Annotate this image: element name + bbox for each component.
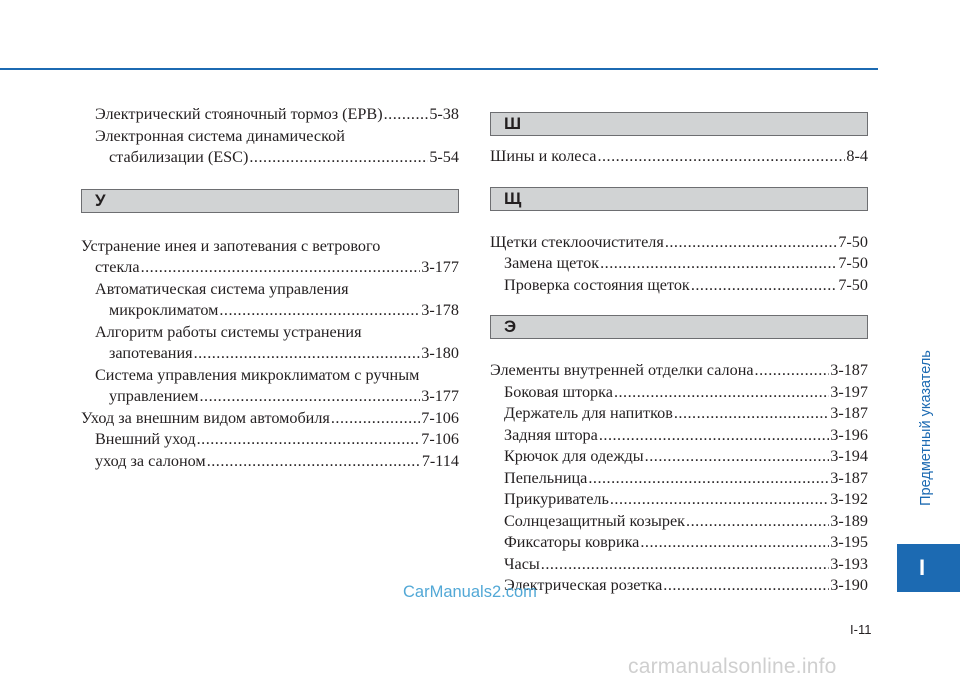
index-entry <box>490 468 868 490</box>
index-entry <box>81 126 459 169</box>
index-entry <box>490 403 868 425</box>
entry-page-number: 7-106 <box>421 430 459 448</box>
entry-text: Система управления микроклиматом с ручным <box>95 365 420 384</box>
dot-leader <box>249 147 428 169</box>
entry-text: Фиксаторы коврика <box>504 533 640 551</box>
entry-text: уход за салоном <box>95 451 206 470</box>
entry-page-number: 3-190 <box>830 576 868 594</box>
entry-text: Щетки стеклоочистителя <box>490 232 664 251</box>
index-entry <box>490 554 868 576</box>
index-entry-line <box>490 489 868 511</box>
entry-text: Алгоритм работы системы устранения <box>95 322 362 341</box>
entry-text: Боковая шторка <box>504 382 613 401</box>
entry-page-number: 3-178 <box>421 301 459 319</box>
dot-leader <box>645 446 830 468</box>
index-entry <box>490 489 868 511</box>
index-entry <box>490 446 868 468</box>
entry-page-number: 3-192 <box>830 490 868 508</box>
index-entry-line <box>81 408 459 430</box>
entry-text: стабилизации (ESC) <box>109 148 249 166</box>
dot-leader <box>600 253 837 275</box>
dot-leader <box>665 232 838 254</box>
entry-text: Крючок для одежды <box>504 447 644 465</box>
index-entry-line <box>490 554 868 576</box>
entry-page-number: 5-38 <box>429 105 459 123</box>
dot-leader <box>610 489 829 511</box>
entry-page-number: 3-187 <box>830 361 868 379</box>
entry-text: Замена щеток <box>504 254 600 272</box>
index-entry-line <box>490 532 868 554</box>
entry-group-u <box>81 236 459 473</box>
index-entry-line <box>490 446 868 468</box>
dot-leader <box>691 275 838 297</box>
entry-text: Электрический стояночный тормоз (EPB) <box>95 105 383 123</box>
index-entry <box>81 429 459 451</box>
index-column-right <box>490 104 868 597</box>
entry-page-number: 7-50 <box>838 232 868 251</box>
index-entry <box>81 365 459 408</box>
index-entry-line <box>490 403 868 425</box>
entry-page-number: 7-106 <box>421 408 459 427</box>
entry-page-number: 3-177 <box>421 387 459 405</box>
entry-text: Электронная система динамической <box>95 126 345 145</box>
entry-page-number: 7-50 <box>838 275 868 294</box>
index-entry <box>490 511 868 533</box>
index-entry-line <box>81 257 459 279</box>
index-entry-line <box>81 126 459 148</box>
section-header-u: У <box>81 189 459 213</box>
section-header-e: Э <box>490 315 868 339</box>
index-entry <box>490 253 868 275</box>
index-entry <box>81 104 459 126</box>
dot-leader <box>199 386 420 408</box>
dot-leader <box>219 300 420 322</box>
entry-text: Автоматическая система управления <box>95 279 349 298</box>
index-entry-line <box>81 236 459 258</box>
entry-text: микроклиматом <box>109 301 219 319</box>
index-entry-line <box>490 425 868 447</box>
index-entry-line <box>490 382 868 404</box>
entry-page-number: 3-195 <box>830 533 868 551</box>
index-column-left <box>81 104 459 472</box>
dot-leader <box>640 532 829 554</box>
side-tab-letter: I <box>897 544 960 592</box>
index-entry-line <box>81 429 459 451</box>
index-entry-line <box>81 343 459 365</box>
index-entry <box>81 451 459 473</box>
entry-text: Прикуриватель <box>504 490 609 508</box>
index-entry-line <box>490 253 868 275</box>
entry-text: Пепельница <box>504 468 588 487</box>
dot-leader <box>194 343 421 365</box>
entry-text: стекла <box>95 258 140 276</box>
index-entry <box>81 408 459 430</box>
entry-group-sh <box>490 146 868 168</box>
index-entry <box>81 236 459 279</box>
dot-leader <box>755 360 830 382</box>
dot-leader <box>686 511 829 533</box>
dot-leader <box>599 425 829 447</box>
index-entry-line <box>490 232 868 254</box>
index-entry-line <box>490 360 868 382</box>
index-entry <box>490 575 868 597</box>
entry-group-top <box>81 104 459 169</box>
index-entry-line <box>490 275 868 297</box>
entry-group-shch <box>490 232 868 297</box>
entry-page-number: 3-187 <box>830 468 868 487</box>
entry-page-number: 8-4 <box>846 147 868 165</box>
dot-leader <box>384 104 429 126</box>
index-entry-line <box>81 386 459 408</box>
entry-page-number: 3-177 <box>421 258 459 276</box>
index-entry-line <box>81 451 459 473</box>
index-entry-line <box>81 365 459 387</box>
side-tab-label: Предметный указатель <box>918 350 934 506</box>
dot-leader <box>207 451 421 473</box>
index-entry <box>490 232 868 254</box>
index-entry <box>81 322 459 365</box>
index-entry-line <box>81 147 459 169</box>
entry-text: Элементы внутренней отделки салона <box>490 361 754 379</box>
index-entry <box>81 279 459 322</box>
dot-leader <box>674 403 829 425</box>
index-entry <box>490 146 868 168</box>
entry-page-number: 3-196 <box>830 425 868 444</box>
entry-text: Устранение инея и запотевания с ветрового <box>81 236 381 255</box>
entry-text: Уход за внешним видом автомобиля <box>81 408 330 427</box>
index-entry-line <box>81 104 459 126</box>
entry-page-number: 3-187 <box>830 404 868 422</box>
index-entry-line <box>81 279 459 301</box>
entry-text: Электрическая розетка <box>504 576 663 594</box>
index-entry <box>490 425 868 447</box>
dot-leader <box>541 554 829 576</box>
section-header-shch: Щ <box>490 187 868 211</box>
entry-text: управлением <box>109 387 199 405</box>
dot-leader <box>197 429 421 451</box>
index-entry <box>490 275 868 297</box>
entry-text: Задняя штора <box>504 425 598 444</box>
dot-leader <box>141 257 421 279</box>
watermark-top: CarManuals2.com <box>403 583 537 601</box>
dot-leader <box>331 408 420 430</box>
dot-leader <box>588 468 829 490</box>
entry-page-number: 7-114 <box>421 451 459 470</box>
index-entry <box>490 360 868 382</box>
page-number: I-11 <box>850 622 872 637</box>
entry-text: Шины и колеса <box>490 147 597 165</box>
entry-text: Часы <box>504 554 540 573</box>
dot-leader <box>614 382 829 404</box>
index-entry <box>490 382 868 404</box>
index-entry-line <box>490 468 868 490</box>
entry-page-number: 5-54 <box>429 148 459 166</box>
entry-page-number: 3-194 <box>830 447 868 465</box>
entry-text: запотевания <box>109 344 193 362</box>
index-entry-line <box>490 575 868 597</box>
watermark-bottom: carmanualsonline.info <box>628 655 837 678</box>
header-rule <box>0 68 878 70</box>
section-header-sh: Ш <box>490 112 868 136</box>
index-entry-line <box>81 322 459 344</box>
entry-text: Держатель для напитков <box>504 404 673 422</box>
entry-page-number: 3-180 <box>421 344 459 362</box>
index-entry-line <box>490 511 868 533</box>
entry-text: Проверка состояния щеток <box>504 275 690 294</box>
dot-leader <box>597 146 845 168</box>
entry-page-number: 3-189 <box>830 511 868 530</box>
entry-group-e <box>490 360 868 597</box>
index-entry <box>490 532 868 554</box>
entry-page-number: 3-197 <box>830 382 868 401</box>
index-entry-line <box>490 146 868 168</box>
dot-leader <box>663 575 829 597</box>
index-entry-line <box>81 300 459 322</box>
entry-page-number: 3-193 <box>830 554 868 573</box>
entry-text: Солнцезащитный козырек <box>504 511 686 530</box>
entry-text: Внешний уход <box>95 430 196 448</box>
entry-page-number: 7-50 <box>838 254 868 272</box>
